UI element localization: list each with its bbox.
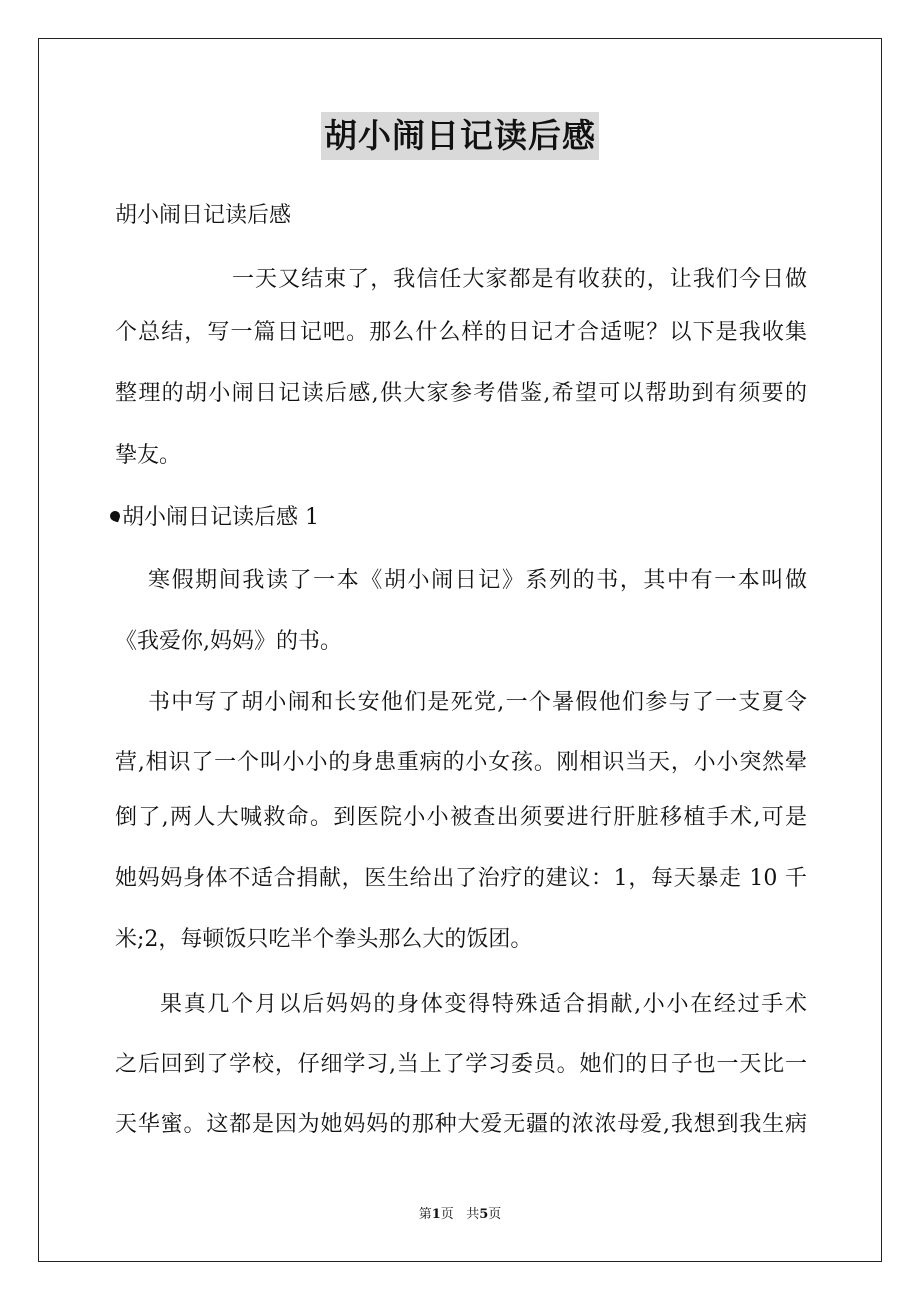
footer-total-pages: 5: [479, 1207, 489, 1222]
intro-line-2: 个总结，写一篇日记吧。那么什么样的日记才合适呢？以下是我收集: [115, 320, 807, 345]
para1-line-1: 寒假期间我读了一本《胡小闹日记》系列的书，其中有一本叫做: [148, 568, 807, 593]
footer-prefix: 第: [418, 1207, 432, 1222]
title-container: [0, 112, 920, 160]
footer-page-number: 1: [431, 1207, 441, 1222]
para2-line-1: 书中写了胡小闹和长安他们是死党,一个暑假他们参与了一支夏令: [148, 690, 807, 715]
page-footer: [0, 1206, 920, 1224]
section-heading-text: 胡小闹日记读后感 1: [122, 505, 319, 530]
footer-total-prefix: 共: [466, 1207, 480, 1222]
footer-page-suffix: 页: [440, 1207, 454, 1222]
bullet-icon: [109, 510, 122, 523]
para1-line-2: 《我爱你,妈妈》的书。: [115, 629, 342, 654]
para3-line-1: 果真几个月以后妈妈的身体变得特殊适合捐献,小小在经过手术: [160, 992, 807, 1017]
intro-line-4: 挚友。: [115, 443, 182, 468]
para2-line-2: 营,相识了一个叫小小的身患重病的小女孩。刚相识当天，小小突然晕: [115, 750, 807, 775]
intro-line-1: 一天又结束了，我信任大家都是有收获的，让我们今日做: [232, 267, 807, 292]
para2-line-3: 倒了,两人大喊救命。到医院小小被查出须要进行肝脏移植手术,可是: [115, 805, 807, 830]
para3-line-3: 天华蜜。这都是因为她妈妈的那种大爱无疆的浓浓母爱,我想到我生病: [115, 1112, 807, 1137]
footer-total-suffix: 页: [488, 1207, 502, 1222]
document-subtitle: 胡小闹日记读后感: [115, 203, 292, 228]
para2-line-5: 米;2，每顿饭只吃半个拳头那么大的饭团。: [115, 927, 533, 952]
para3-line-2: 之后回到了学校，仔细学习,当上了学习委员。她们的日子也一天比一: [115, 1052, 807, 1077]
document-title: 胡小闹日记读后感: [321, 112, 599, 160]
section-heading: [110, 503, 319, 533]
intro-line-3: 整理的胡小闹日记读后感,供大家参考借鉴,希望可以帮助到有须要的: [115, 381, 807, 406]
para2-line-4: 她妈妈身体不适合捐献，医生给出了治疗的建议：1，每天暴走 10 千: [115, 866, 807, 891]
